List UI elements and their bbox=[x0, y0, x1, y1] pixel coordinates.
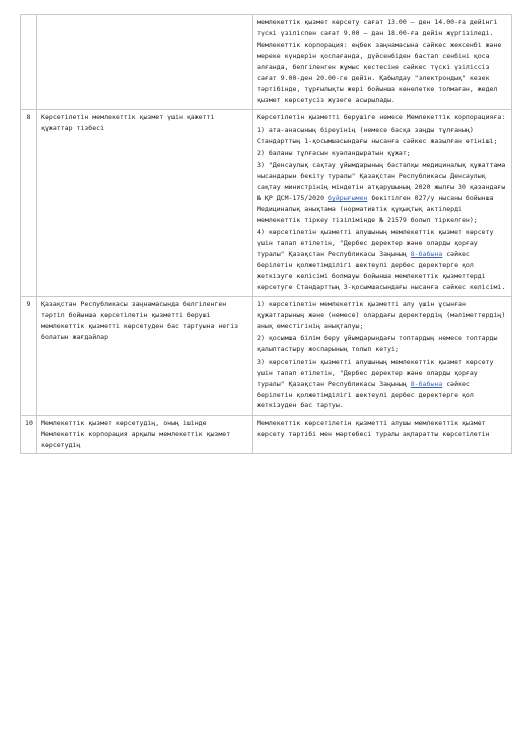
paragraph-text: 3) "Денсаулық сақтау ұйымдарының бастапқы медициналық құжаттама нысандарын бекіту туралы" Қазақстан Республикасы Денсаулық сақтау министрінің міндетін атқарушының 2020 жылғы 30 қазандағы № ҚР ДСМ-175/2020 bbox=[257, 161, 506, 203]
content-paragraph bbox=[257, 227, 507, 292]
row-title: Мемлекеттік қызмет көрсетудің, оның ішінде Мемлекеттік корпорация арқылы мемлекеттік қызмет көрсетудің bbox=[37, 415, 253, 453]
paragraph-text: бекітілген 027/у нысаны бойынша Медициналық анықтама (нормативтік құқықтық актілерді мемлекеттік тіркеу тізілімінде № 21579 болып тіркелген); bbox=[257, 194, 494, 224]
paragraph-text: 1) ата-анасының біреуінің (немесе басқа заңды тұлғаның) Стандарттың 1-қосымшасындағы нысанға сәйкес жазылған өтініші; bbox=[257, 125, 498, 145]
paragraph-text: мемлекеттік қызмет көрсету сағат 13.00 – ден 14.00-ға дейінгі түскі үзіліспен сағат 9.00 – дан 18.00-ға дейін жүргізіледі. bbox=[257, 18, 498, 37]
row-content bbox=[253, 297, 512, 416]
row-number: 10 bbox=[21, 415, 37, 453]
paragraph-text: 2) баланы тұлғасын куәландыратын құжат; bbox=[257, 148, 411, 157]
paragraph-text: сәйкес берілетін қолжетімділігі шектеулі дербес деректерге қол жеткізуге келісімі болмауы бойынша мемлекеттік қызметтерді көрсетуге Стандарттың 3-қосымшасындағы нысанға сәйкес келісімі. bbox=[257, 250, 506, 291]
content-paragraph bbox=[257, 160, 507, 225]
legal-reference-link[interactable]: бұйрығымен bbox=[327, 194, 368, 203]
content-paragraph bbox=[257, 125, 507, 147]
row-title: Көрсетілетін мемлекеттік қызмет үшін қажетті құжаттар тізбесі bbox=[37, 110, 253, 297]
paragraph-text: сәйкес берілетін қолжетімділігі шектеулі дербес деректерге қол жеткізуден бас тартуы. bbox=[257, 379, 474, 410]
paragraph-text: Көрсетілетін қызметті берушіге немесе Мемлекеттік корпорацияға: bbox=[257, 113, 506, 122]
service-standard-table bbox=[20, 14, 512, 454]
paragraph-text: Мемлекеттік корпорация: еңбек заңнамасына сәйкес жексенбі және мереке күндерін қоспағанда, дүйсенбіден бастап сенбіні қоса алғанда, белгіленген жұмыс кестесіне сәйкес түскі үзіліссіз сағат 9.00-ден 20.00-ге дейін. Қабылдау "электрондық" кезек тәртібінде, тұрғылықты жері бойынша көнелетке толмаған, жедел қызмет көрсетусіз жүзеге асырылады. bbox=[257, 41, 502, 104]
paragraph-text: 2) қосымша білім беру ұйымдарындағы топтардың немесе топтарды қалыптастыру жоспарының толып кетуі; bbox=[257, 334, 498, 354]
table-row bbox=[21, 297, 512, 416]
row-content bbox=[253, 15, 512, 110]
content-paragraph bbox=[257, 333, 507, 355]
content-paragraph bbox=[257, 112, 507, 123]
row-title bbox=[37, 15, 253, 110]
paragraph-text: 4) көрсетілетін қызметті алушының мемлекеттік қызмет көрсету үшін талап етілетін, "Дербес деректер және оларды қорғау туралы" Қазақстан Республикасы Заңының bbox=[257, 228, 494, 259]
paragraph-text: Мемлекеттік көрсетілетін қызметті алушы мемлекеттік қызмет көрсету тәртібі мен мәртебесі туралы ақпаратты көрсетілетін bbox=[257, 418, 490, 438]
table-row bbox=[21, 15, 512, 110]
row-number bbox=[21, 15, 37, 110]
table-body bbox=[21, 15, 512, 454]
content-paragraph bbox=[257, 148, 507, 159]
content-paragraph bbox=[257, 418, 507, 440]
row-content bbox=[253, 415, 512, 453]
paragraph-text: 3) көрсетілетін қызметті алушының мемлекеттік қызмет көрсету үшін талап етілетін, "Дербес деректер және оларды қорғау туралы" Қазақстан Республикасы Заңының bbox=[257, 357, 494, 388]
row-content bbox=[253, 110, 512, 297]
table-row bbox=[21, 110, 512, 297]
row-title: Қазақстан Республикасы заңнамасында белгіленген тәртіп бойынша көрсетілетін қызметті беруші мемлекеттік қызметті көрсетуден бас тартуына негіз болатын жағдайлар bbox=[37, 297, 253, 416]
content-paragraph bbox=[257, 17, 507, 39]
row-number: 8 bbox=[21, 110, 37, 297]
content-paragraph bbox=[257, 357, 507, 412]
paragraph-text: 1) көрсетілетін мемлекеттік қызметті алу үшін ұсынған құжаттарының және (немесе) олардағы деректердің (мәліметтердің) анық еместігінің анықталуы; bbox=[257, 300, 506, 331]
content-paragraph bbox=[257, 299, 507, 332]
content-paragraph bbox=[257, 40, 507, 105]
legal-reference-link[interactable]: 8-бабына bbox=[410, 379, 443, 388]
table-row bbox=[21, 415, 512, 453]
legal-reference-link[interactable]: 8-бабына bbox=[410, 250, 443, 259]
row-number: 9 bbox=[21, 297, 37, 416]
